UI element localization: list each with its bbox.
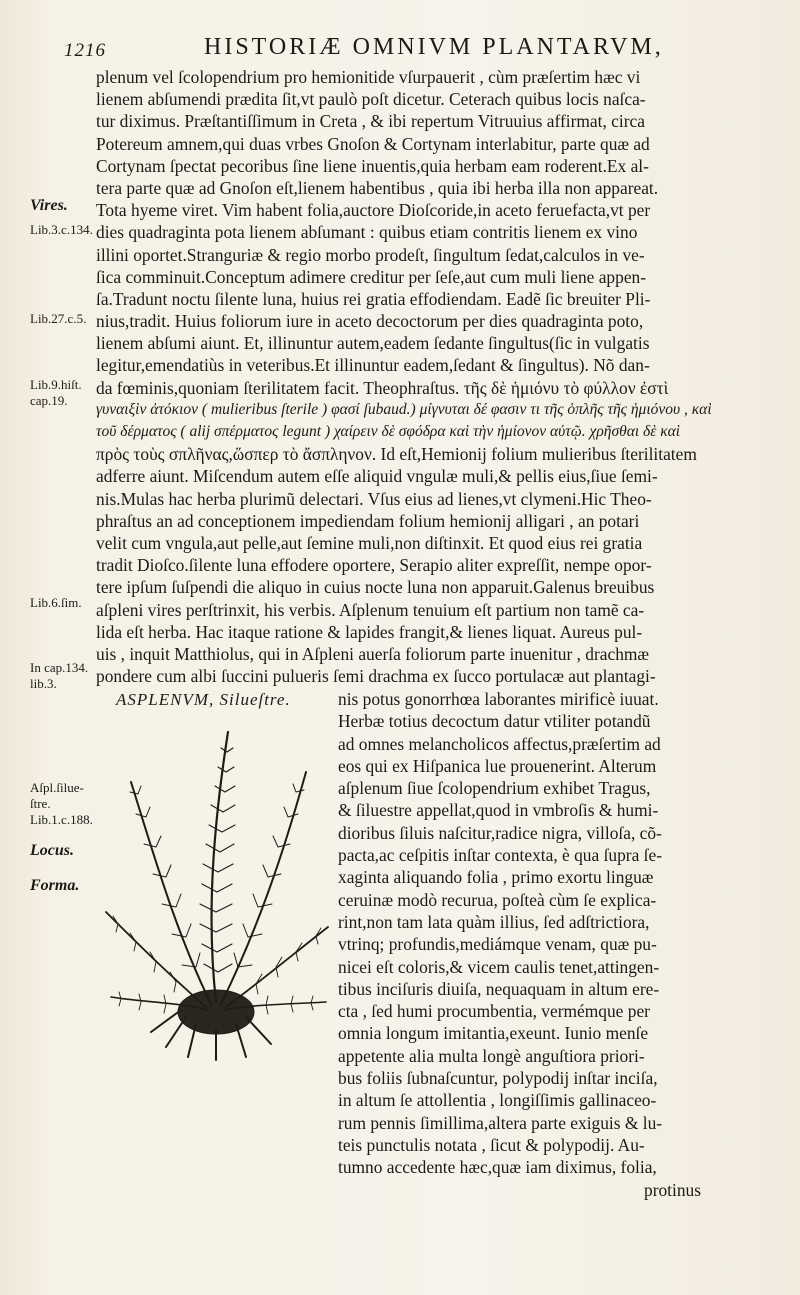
- text-line: plenum vel ſcolopendrium pro hemionitide vſurpauerit , cùm præſertim hæc vi: [96, 67, 641, 87]
- text-line: adferre aiunt. Miſcendum autem eſſe aliquid vngulæ muli,& pellis eius,ſiue ſemi-: [96, 466, 658, 487]
- main-text-block: [96, 66, 756, 687]
- text-line: ſa.Tradunt noctu ſilente luna, huius rei gratia effodiendam. Eadẽ ſic breuiter Pli-: [96, 288, 651, 309]
- text-line: dioribus ſiluis naſcitur,radice nigra, villoſa, cõ-: [338, 822, 662, 843]
- text-line: dies quadraginta pota lienem abſumant : quibus etiam contritis lienem ex vino: [96, 222, 638, 243]
- text-line: Herbæ totius decoctum datur vtiliter potandũ: [338, 711, 651, 732]
- text-line: pondere cum albi ſuccini pulueris ſemi drachma ex ſucco portulacæ aut plantagi-: [96, 666, 656, 687]
- greek-text-line: γυναιξὶν ἀτόκιον ( mulieribus ſterile ) φασί ſubaud.) μίγνυται δέ φασιν τι τῆς ὁπλῆς τῆς ἡμιόνου , καὶ: [96, 400, 712, 418]
- text-line: aſplenum ſiue ſcolopendrium exhibet Tragus,: [338, 778, 651, 799]
- margin-note-ref: cap.19.: [30, 393, 68, 408]
- text-line: Potereum amnem,qui duas vrbes Gnoſon & Cortynam interlabitur, parte quæ ad: [96, 133, 650, 154]
- margin-note-ref: Lib.27.c.5.: [30, 311, 87, 326]
- text-line: pacta,ac ceſpitis inſtar contexta, è qua ſupra ſe-: [338, 845, 662, 866]
- text-line: legitur,emendatiùs in veteribus.Et illinuntur eadem,ſedant & ſingultus). Nõ dan-: [96, 355, 650, 376]
- text-line: rint,non tam lata quàm illius, ſed adſtrictiora,: [338, 911, 650, 932]
- margin-note-ref: Aſpl.ſilue-: [30, 780, 84, 795]
- page-header: [64, 34, 754, 64]
- margin-note-ref: lib.3.: [30, 676, 57, 691]
- right-text-column: [338, 688, 758, 1201]
- text-line: da fœminis,quoniam ſterilitatem facit. Theophraſtus. τῆς δὲ ἡμιόνυ τὸ φύλλον ἐστὶ: [96, 377, 669, 398]
- text-line: Cortynam ſpectat pecoribus ſine liene inuentis,quia herbam eam roderent.Ex al-: [96, 155, 649, 176]
- text-line: uis , inquit Matthiolus, qui in Aſpleni auerſa foliorum parte inuenitur , drachmæ: [96, 643, 650, 664]
- text-line: illini oportet.Stranguriæ & regio morbo prodeſt, ſingultum ſedat,calculos in ve-: [96, 244, 645, 265]
- text-line: vtrinq; profundis,mediámque venam, quæ pu-: [338, 934, 657, 955]
- asplenum-woodcut-illustration: [96, 712, 336, 1062]
- text-line: rum pennis ſimillima,altera parte exiguis & lu-: [338, 1112, 663, 1133]
- text-line: tera parte quæ ad Gnoſon eſt,lienem habentibus , quia ibi herba illa non appareat.: [96, 177, 659, 198]
- text-line: ſica comminuit.Conceptum adimere creditur per ſeſe,aut cum muli liene appen-: [96, 266, 647, 287]
- text-line: lienem abſumendi prædita ſit,vt paulò poſt dicetur. Ceterach quibus locis naſca-: [96, 89, 646, 110]
- margin-note-ref: Lib.3.c.134.: [30, 222, 93, 237]
- text-line: eos qui ex Hiſpanica lue prouenerint. Alterum: [338, 755, 657, 776]
- text-line: Tota hyeme viret. Vim habent folia,auctore Dioſcoride,in aceto feruefacta,vt per: [96, 200, 651, 221]
- margin-note-ref: Lib.6.ſim.: [30, 595, 82, 610]
- text-line: ad omnes melancholicos affectus,præſertim ad: [338, 733, 661, 754]
- text-line: nis potus gonorrhœa laborantes mirificè iuuat.: [338, 689, 659, 709]
- figure-caption: ASPLENVM, Silueſtre.: [116, 690, 291, 709]
- margin-note-ref: ſtre.: [30, 796, 51, 811]
- text-line: phraſtus an ad conceptionem impediendam folium hemionij alligari , an potari: [96, 510, 640, 531]
- margin-note-forma: Forma.: [30, 877, 80, 894]
- text-line: lienem abſumi aiunt. Et, illinuntur autem,eadem ſedante ſingultus(ſic in vulgatis: [96, 333, 650, 354]
- text-line: tumno accedente hæc,quæ iam diximus, folia,: [338, 1157, 657, 1178]
- text-line: velit cum vngula,aut pelle,aut ſemine muli,non diſtinxit. Et quod eius rei gratia: [96, 532, 643, 553]
- margin-note-locus: Locus.: [30, 842, 74, 859]
- text-line: teis punctulis notata , ſicut & polypodij. Au-: [338, 1134, 645, 1155]
- text-line: protinus: [644, 1179, 702, 1200]
- text-line: & ſiluestre appellat,quod in vmbroſis & humi-: [338, 800, 659, 821]
- text-line: cta , ſed humi procumbentia, vermémque per: [338, 1001, 650, 1022]
- margin-note-ref: In cap.134.: [30, 660, 89, 675]
- margin-note-ref: Lib.1.c.188.: [30, 812, 93, 827]
- text-line: omnia longum imitantia,exeunt. Iunio menſe: [338, 1023, 649, 1044]
- text-line: tradit Dioſco.ſilente luna effodere oportere, Serapio aliter expreſſit, nempe opor-: [96, 555, 652, 576]
- text-line: ceruinæ modò recurua, poſteà cùm ſe explica-: [338, 889, 657, 910]
- text-line: aſpleni vires perſtrinxit, his verbis. Aſplenum tenuium eſt partium non tamẽ ca-: [96, 599, 645, 620]
- text-line: tere ipſum ſuſpendi die aliquo in cuius nocte luna non apparuit.Galenus breuibus: [96, 577, 655, 598]
- text-line: tibus inciſuris diuiſa, nequaquam in altum ere-: [338, 978, 660, 999]
- margin-note-vires: Vires.: [30, 197, 68, 214]
- text-line: in altum ſe attollentia , longiſſimis gallinaceo-: [338, 1090, 657, 1111]
- text-line: nius,tradit. Huius foliorum iure in aceto decoctorum per dies quadraginta poto,: [96, 311, 644, 332]
- page-number: 1216: [64, 40, 106, 61]
- text-line: tur diximus. Præſtantiſſimum in Creta , & ibi repertum Vitruuius affirmat, circa: [96, 111, 645, 132]
- text-line: appetente alia multa longè anguſtiora priori-: [338, 1045, 645, 1066]
- running-title: HISTORIÆ OMNIVM PLANTARVM,: [204, 34, 664, 60]
- text-line: xaginta aliquando folia , primo exortu linguæ: [338, 867, 654, 888]
- text-line: πρὸς τοὺς σπλῆνας,ὥσπερ τὸ ἄσπληνον. Id eſt,Hemionij folium mulieribus ſterilitatem: [96, 444, 697, 465]
- margin-note-ref: Lib.9.hiſt.: [30, 377, 82, 392]
- text-line: bus foliis ſubnaſcuntur, polypodij inſtar inciſa,: [338, 1068, 658, 1089]
- text-line: nis.Mulas hac herba plurimũ delectari. Vſus eius ad lienes,vt clymeni.Hic Theo-: [96, 488, 652, 509]
- text-line: lida eſt herba. Hac itaque ratione & lapides frangit,& lienes liquat. Aureus pul-: [96, 621, 643, 642]
- text-line: nicei eſt coloris,& vicem caulis tenet,attingen-: [338, 956, 660, 977]
- greek-text-line: τοῦ δέρματος ( alij σπέρματος legunt ) χαίρειν δὲ σφόδρα καὶ τὴν ἡμίονον αὐτῷ. χρῆσθαι δὲ καὶ: [96, 423, 681, 440]
